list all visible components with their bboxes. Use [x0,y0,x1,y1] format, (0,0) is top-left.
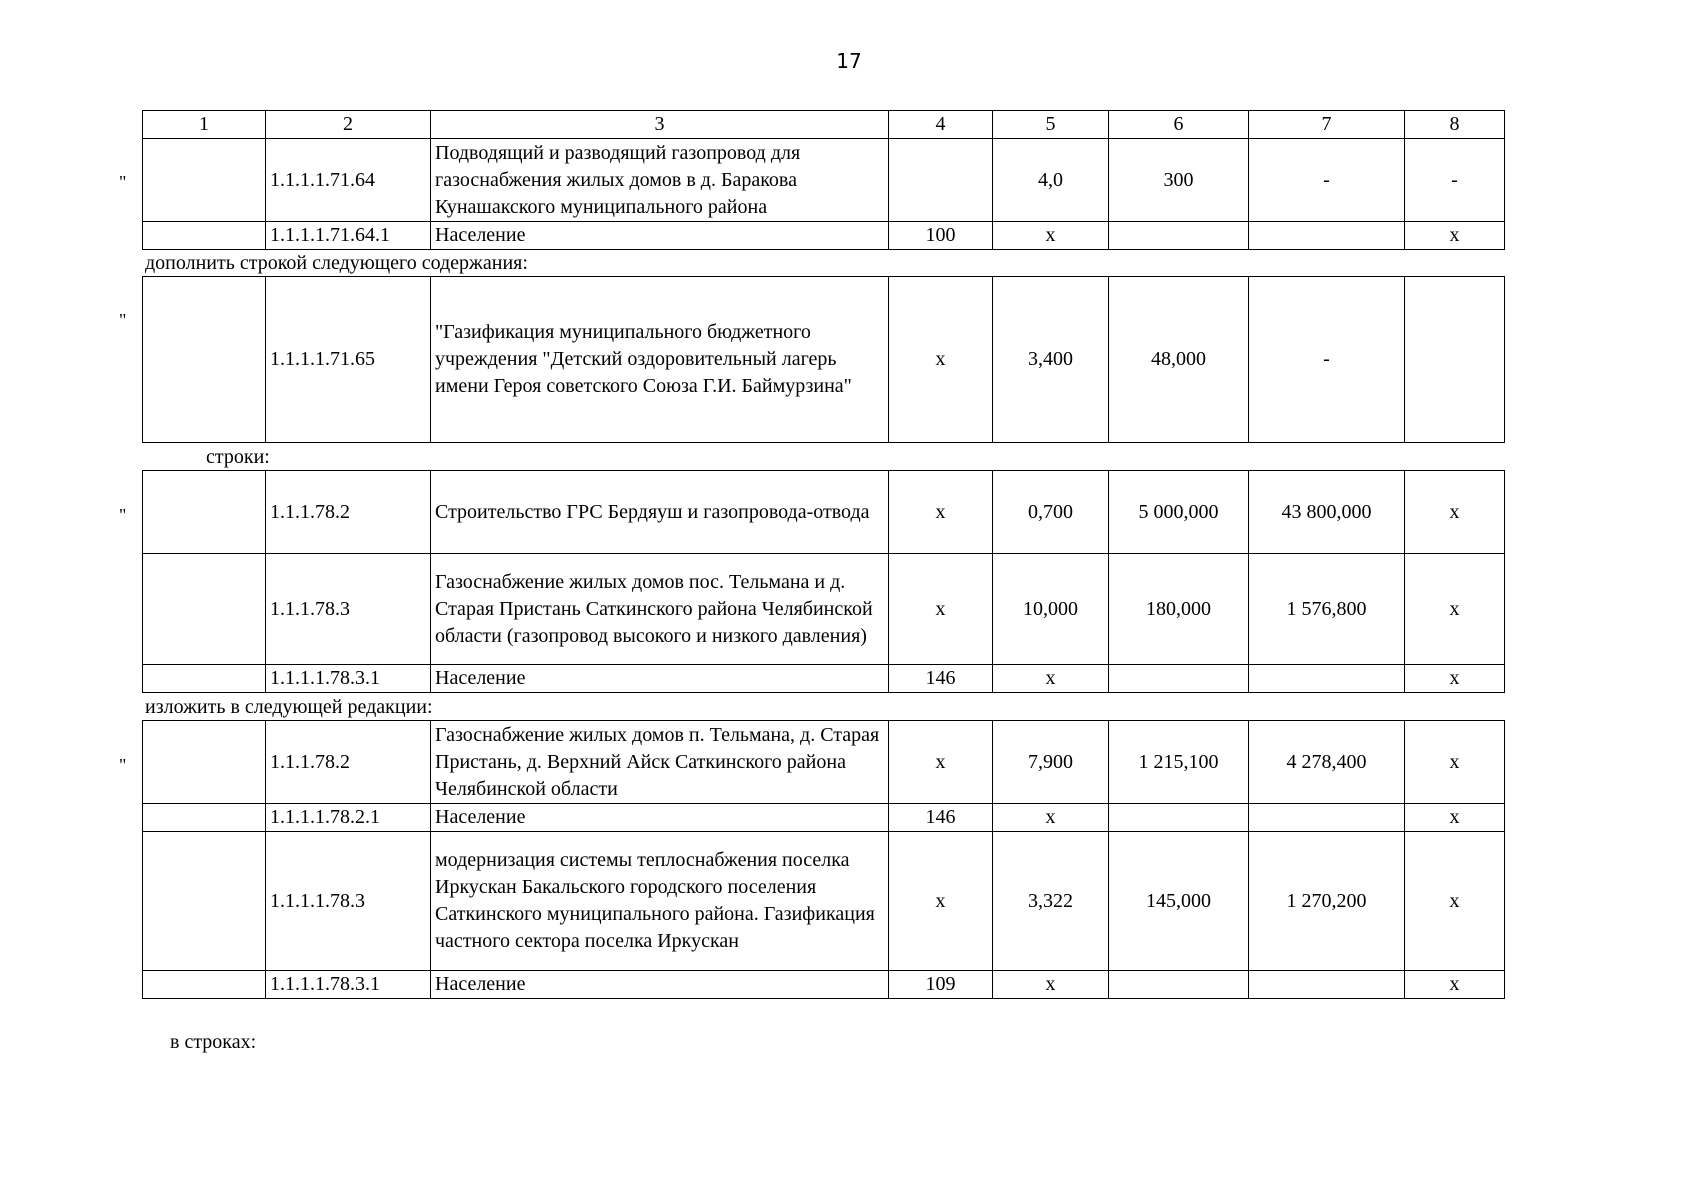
value-cell [1109,971,1249,999]
value-cell: х [889,721,993,804]
page-number: 17 [836,49,862,73]
code-cell: 1.1.1.1.78.3 [266,832,431,971]
table-row [143,832,1505,971]
row-number-cell [143,471,266,554]
value-cell: 3,400 [993,277,1109,443]
table-row [143,804,1505,832]
code-cell: 1.1.1.1.78.2.1 [266,804,431,832]
value-cell [1249,971,1405,999]
value-cell: 3,322 [993,832,1109,971]
value-cell: х [993,804,1109,832]
code-cell: 1.1.1.1.71.64 [266,139,431,222]
value-cell: х [1405,971,1505,999]
note-rows: строки: [206,446,270,468]
table-section-2 [142,276,1505,443]
value-cell: 300 [1109,139,1249,222]
value-cell [1405,277,1505,443]
quote-mark: " [119,172,127,192]
value-cell: 48,000 [1109,277,1249,443]
header-cell: 1 [143,111,266,139]
table-section-1 [142,110,1505,250]
value-cell: 7,900 [993,721,1109,804]
table-row [143,139,1505,222]
header-cell: 3 [431,111,889,139]
value-cell: х [993,971,1109,999]
value-cell: х [993,222,1109,250]
table-row [143,471,1505,554]
description-cell: "Газификация муниципального бюджетного учреждения "Детский оздоровительный лагерь имени Героя советского Союза Г.И. Баймурзина" [431,277,889,443]
row-number-cell [143,554,266,665]
code-cell: 1.1.1.78.3 [266,554,431,665]
value-cell: х [1405,222,1505,250]
value-cell: х [889,277,993,443]
row-number-cell [143,721,266,804]
description-cell: Строительство ГРС Бердяуш и газопровода-отвода [431,471,889,554]
value-cell: 146 [889,665,993,693]
value-cell: х [889,554,993,665]
quote-mark: " [119,755,127,775]
value-cell: 10,000 [993,554,1109,665]
value-cell: х [889,832,993,971]
value-cell: х [1405,804,1505,832]
row-number-cell [143,665,266,693]
row-number-cell [143,277,266,443]
header-cell: 7 [1249,111,1405,139]
code-cell: 1.1.1.1.78.3.1 [266,665,431,693]
value-cell: 0,700 [993,471,1109,554]
value-cell: 4 278,400 [1249,721,1405,804]
table-row [143,554,1505,665]
row-number-cell [143,139,266,222]
value-cell: х [993,665,1109,693]
header-cell: 6 [1109,111,1249,139]
table-row [143,665,1505,693]
value-cell: 43 800,000 [1249,471,1405,554]
header-cell: 2 [266,111,431,139]
table-section-4 [142,720,1505,999]
value-cell [1109,222,1249,250]
value-cell [1249,804,1405,832]
description-cell: Газоснабжение жилых домов пос. Тельмана и д. Старая Пристань Саткинского района Челябинской области (газопровод высокого и низкого давления) [431,554,889,665]
row-number-cell [143,832,266,971]
description-cell: модернизация системы теплоснабжения поселка Иркускан Бакальского городского поселения Саткинского муниципального района. Газификация частного сектора поселка Иркускан [431,832,889,971]
value-cell [1109,804,1249,832]
value-cell [1109,665,1249,693]
code-cell: 1.1.1.1.71.64.1 [266,222,431,250]
code-cell: 1.1.1.78.2 [266,721,431,804]
value-cell: 146 [889,804,993,832]
value-cell [1249,222,1405,250]
table-row [143,222,1505,250]
description-cell: Подводящий и разводящий газопровод для газоснабжения жилых домов в д. Баракова Кунашакского муниципального района [431,139,889,222]
value-cell: х [1405,665,1505,693]
value-cell: 1 576,800 [1249,554,1405,665]
value-cell: 1 270,200 [1249,832,1405,971]
value-cell: 100 [889,222,993,250]
description-cell: Население [431,665,889,693]
table-row [143,277,1505,443]
value-cell [1249,665,1405,693]
code-cell: 1.1.1.78.2 [266,471,431,554]
row-number-cell [143,971,266,999]
note-add-row: дополнить строкой следующего содержания: [145,252,528,274]
value-cell: 145,000 [1109,832,1249,971]
header-cell: 8 [1405,111,1505,139]
value-cell: 1 215,100 [1109,721,1249,804]
value-cell: 4,0 [993,139,1109,222]
description-cell: Население [431,804,889,832]
description-cell: Население [431,971,889,999]
table-section-3 [142,470,1505,693]
value-cell: х [1405,554,1505,665]
code-cell: 1.1.1.1.78.3.1 [266,971,431,999]
value-cell [889,139,993,222]
note-in-rows: в строках: [170,1031,257,1053]
value-cell: 109 [889,971,993,999]
value-cell: - [1249,139,1405,222]
row-number-cell [143,222,266,250]
description-cell: Население [431,222,889,250]
value-cell: 180,000 [1109,554,1249,665]
value-cell: 5 000,000 [1109,471,1249,554]
quote-mark: " [119,310,127,330]
note-replace: изложить в следующей редакции: [145,696,433,718]
value-cell: х [1405,721,1505,804]
header-row [143,111,1505,139]
table-row [143,971,1505,999]
table-row [143,721,1505,804]
description-cell: Газоснабжение жилых домов п. Тельмана, д. Старая Пристань, д. Верхний Айск Саткинского района Челябинской области [431,721,889,804]
quote-mark: " [119,505,127,525]
code-cell: 1.1.1.1.71.65 [266,277,431,443]
value-cell: - [1249,277,1405,443]
header-cell: 4 [889,111,993,139]
value-cell: х [1405,832,1505,971]
value-cell: - [1405,139,1505,222]
value-cell: х [1405,471,1505,554]
header-cell: 5 [993,111,1109,139]
value-cell: х [889,471,993,554]
row-number-cell [143,804,266,832]
